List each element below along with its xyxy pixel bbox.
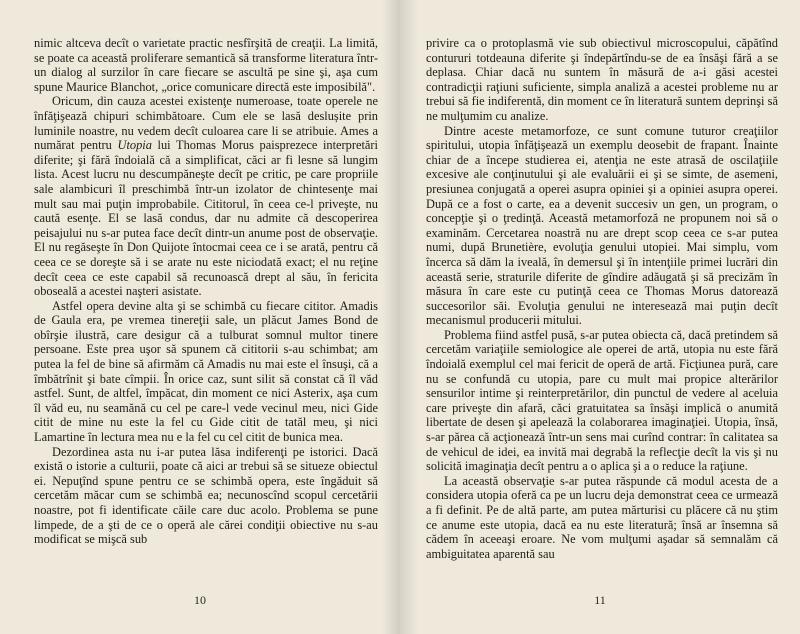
paragraph: Problema fiind astfel pusă, s-ar putea obiecta că, dacă pretindem să cercetăm variaţiile semiologice ale operei de artă, utopia nu este fără îndoială exemplul cel mai fericit de operă de artă. Ficţiunea pură, care nu se confundă cu utopia, pare cu mult mai propice alterărilor sensurilor intime şi reinterpretărilor, din punctul de vedere al aceluia care priveşte din afară, căci gratuitatea sa însăşi implică o anumită libertate de desen şi apelează la colaborarea imaginaţiei. Utopia, însă, s-ar părea că acţionează într-un sens mai curînd contrar: în calitatea sa de vehicul de idei, ea invită mai degrabă la reflecţie decît la vis şi nu solicită imaginaţia decît pentru a o aplica şi a o reduce la raţiune. [426,327,778,474]
paragraph: La această observaţie s-ar putea răspunde că modul acesta de a considera utopia oferă ca pe un lucru deja demonstrat ceea ce urmează a fi definit. Pe de altă parte, am putea mărturisi cu plăcere că nu ştim ce anume este utopia, dacă ea nu este literatură; însă ar însemna să cădem în aceeaşi eroare. Ne vom mulţumi aşadar să semnalăm că ambiguitatea aparentă sau [426,473,778,561]
paragraph: Oricum, din cauza acestei existenţe numeroase, toate operele ne înfăţişează chipuri schimbătoare. Cum ele se lasă deslușite prin luminile noastre, nu vedem decît culoarea care li se atribuie. Ames a numărat pentru Utopia lui Thomas Morus paisprezece interpretări diferite; şi fără îndoială că a simplificat, căci ar fi lesne să lungim lista. Acest lucru nu descumpăneşte decît pe critic, pe care propriile sale alambicuri îl preschimbă într-un izolator de chintesenţe mai mult sau mai puţin improbabile. Cititorul, în ceea ce-l priveşte, nu caută esenţe. El se lasă condus, dar nu admite că descoperirea peisajului nu s-ar putea face decît dintr-un anume post de observaţie. El nu regăseşte în Don Quijote întocmai ceea ce i se arată, pentru că ceea ce se doreşte să i se arate nu este niciodată exact; el nu reţine decît ceea ce este capabil să recunoască drept al său, în fericita oboseală a acestei naşteri asistate. [34,94,378,299]
paragraph: nimic altceva decît o varietate practic nesfîrşită de creaţii. La limită, se poate ca această proliferare semantică să transforme literatura într-un dialog al surzilor în care fiecare se ascultă pe sine şi, aşa cum spune Maurice Blanchot, „orice comunicare directă este imposibilă". [34,36,378,94]
page-number: 11 [594,593,606,607]
gutter-shadow [382,0,400,634]
paragraph: privire ca o protoplasmă vie sub obiectivul microscopului, căpătînd contururi totdeauna diferite şi îndepărtîndu-se de ea însăşi fără a se deplasa. Chiar dacă nu suntem în măsură de a-i găsi acestei contradicţii raţiuni suficiente, simpla analiză a acestei probleme nu ar trebui să fie indiferentă, din moment ce în literatură suntem deprinşi să ne mulţumim cu analize. [426,36,778,123]
right-page-text [426,36,778,561]
left-page-text [34,36,378,547]
page-number: 10 [194,593,206,607]
right-page [400,0,800,634]
paragraph: Dintre aceste metamorfoze, ce sunt comune tuturor creaţiilor spiritului, utopia înfăţişează un exemplu deosebit de frapant. Înainte chiar de a începe studierea ei, atenţia ne este atrasă de oscilaţiile excesive ale conţinutului şi ale evaluării ei şi se simte, de asemeni, presiunea conjugată a operei asupra opiniei şi a opiniei asupra operei. După ce a fost o carte, ea a devenit succesiv un gen, un program, o concepţie şi o ţredinţă. Această metamorfoză ne propunem noi să o examinăm. Cercetarea noastră nu are drept scop ceea ce s-ar putea numi, după Brunetière, evoluţia genului utopiei. Mai simplu, vom încerca să dăm la iveală, în demersul şi în intenţiile primei lucrări din această serie, straturile diferite de gîndire adăugată şi să precizăm în măsura în care este cu putinţă ceea ce Thomas Morus datorează succesorilor săi. Evoluţia genului ne interesează mai puţin decît mecanismul producerii mitului. [426,123,778,328]
paragraph: Astfel opera devine alta şi se schimbă cu fiecare cititor. Amadis de Gaula era, pe vremea tinereţii sale, un plăcut James Bond de obîrşie ilustră, care desigur că a tulburat somnul multor tinere persoane. Este prea uşor să spunem că cititorii s-au schimbat; am putea la fel de bine să afirmăm că Amadis nu mai este el însuşi, că a îmbătrînit şi bate cîmpii. În orice caz, sunt silit să constat că îl văd astfel. Sunt, de altfel, împăcat, din moment ce nici Asterix, aşa cum îl văd eu, nu seamănă cu cel pe care-l vede vecinul meu, nici Gide citit de mine nu este la fel cu Gide citit de tatăl meu, şi nici Lamartine în lectura mea nu e la fel cu cel citit de bunica mea. [34,298,378,445]
gutter-shadow [400,0,418,634]
paragraph: Dezordinea asta nu i-ar putea lăsa indiferenţi pe istorici. Dacă există o istorie a culturii, poate că aici ar trebui să se situeze obiectul ei. Nepuţînd spune pentru ce se schimbă opera, este îngăduit să cercetăm măcar cum se schimbă ea; necunoscînd scopul cercetării noastre, pot fi identificate căile care duc acolo. Problema se pune limpede, de a şti de ce o operă ale cărei condiţii obiective nu s-au modificat se mişcă sub [34,444,378,547]
